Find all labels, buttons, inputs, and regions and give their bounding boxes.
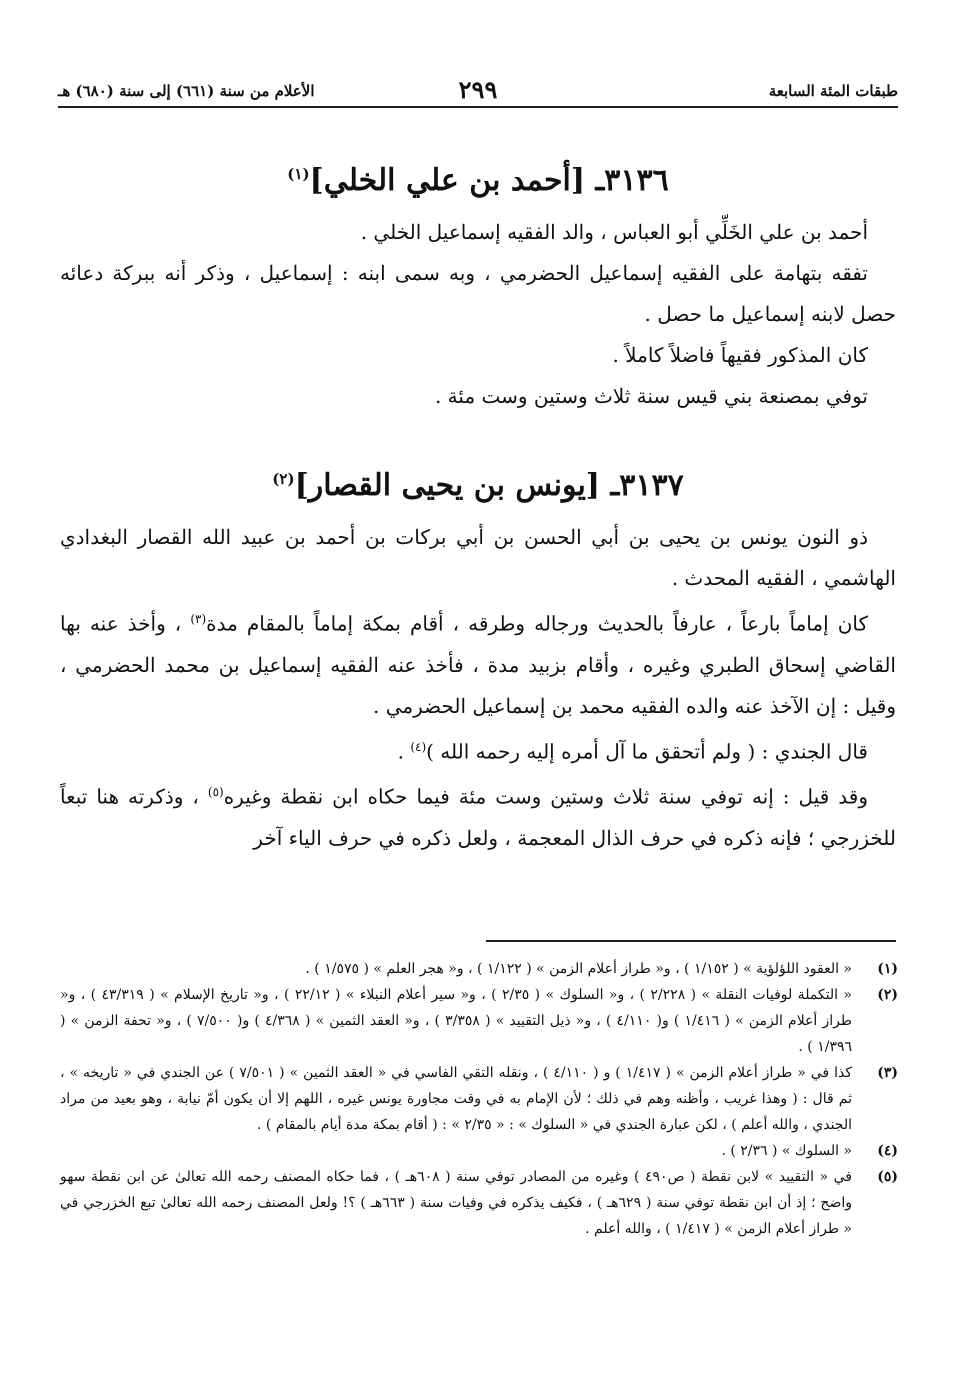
footnote-text: « العقود اللؤلؤية » ( ١/١٥٢ ) ، و« طراز أعلام الزمن » ( ١/١٢٢ ) ، و« هجر العلم » ( ١/٥٧٥ ) . [305, 961, 852, 977]
main-text [60, 160, 896, 859]
footnote-item [60, 956, 898, 982]
footnote-ref[interactable]: (٢) [272, 470, 295, 488]
footnote-ref[interactable]: (٣) [190, 612, 207, 626]
paragraph-text: توفي بمصنعة بني قيس سنة ثلاث وستين وست مئة . [434, 384, 868, 408]
entry-title [60, 160, 896, 202]
header-year-range: الأعلام من سنة (٦٦١) إلى سنة (٦٨٠) هـ [58, 82, 315, 100]
entry-3136 [60, 160, 896, 417]
paragraph [60, 727, 896, 773]
footnote-item [60, 1060, 898, 1138]
header-section-title: طبقات المئة السابعة [768, 82, 898, 100]
paragraph-text: تفقه بتهامة على الفقيه إسماعيل الحضرمي ، وبه سمى ابنه : إسماعيل ، وذكر أنه ببركة دعائه حصل لابنه إسماعيل ما حصل . [60, 261, 896, 326]
entry-3137 [60, 465, 896, 859]
footnote-text: « التكملة لوفيات النقلة » ( ٢/٢٢٨ ) ، و« السلوك » ( ٢/٣٥ ) ، و« سير أعلام النبلاء » ( ٢٢/١٢ ) ، و« تاريخ الإسلام » ( ٤٣/٣١٩ ) ، و« طراز أعلام الزمن » ( ١/٤١٦ ) و( ٤/١١٠ ) ، و« ذيل التقييد » ( ٣/٣٥٨ ) ، و« العقد الثمين » ( ٤/٣٦٨ ) و( ٧/٥٠٠ ) ، و« تحفة الزمن » ( ١/٣٩٦ ) . [60, 987, 852, 1055]
paragraph-text: ، وذكرته هنا تبعاً للخزرجي ؛ فإنه ذكره في حرف الذال المعجمة ، ولعل ذكره في حرف الياء آخر [60, 784, 896, 850]
paragraph [60, 335, 896, 376]
paragraph-text: أحمد بن علي الخَلِّي أبو العباس ، والد الفقيه إسماعيل الخلي . [360, 220, 868, 244]
footnote-number: (٢) [877, 987, 898, 1003]
footnotes [60, 956, 898, 1242]
entry-title-text: ٣١٣٦ـ [أحمد بن علي الخلي] [309, 163, 669, 198]
footnote-number: (٣) [877, 1065, 898, 1081]
paragraph [60, 376, 896, 417]
footnote-text: « السلوك » ( ٢/٣٦ ) . [721, 1143, 852, 1159]
paragraph-text: وقد قيل : إنه توفي سنة ثلاث وستين وست مئة فيما حكاه ابن نقطة وغيره [223, 784, 868, 809]
paragraph-text: ذو النون يونس بن يحيى بن أبي الحسن بن أبي بركات بن أحمد بن عبيد الله القصار البغدادي الهاشمي ، الفقيه المحدث . [60, 525, 896, 590]
footnote-item [60, 1138, 898, 1164]
paragraph [60, 599, 896, 727]
footnote-text: في « التقييد » لابن نقطة ( ص٤٩٠ ) وغيره من المصادر توفي سنة ( ٦٠٨هـ ) ، فما حكاه المصنف رحمه الله تعالىٰ عن ابن نقطة سهو واضح ؛ إذ أن ابن نقطة توفي سنة ( ٦٢٩هـ ) ، فكيف يذكره في وفيات سنة ( ٦٦٣هـ ) ؟! ولعل المصنف رحمه الله تعالىٰ تبع الخزرجي في « طراز أعلام الزمن » ( ١/٤١٧ ) ، والله أعلم . [60, 1169, 852, 1237]
footnote-ref[interactable]: (١) [287, 165, 310, 183]
entry-title-text: ٣١٣٧ـ [يونس بن يحيى القصار] [294, 468, 684, 503]
footnote-divider [486, 940, 896, 942]
paragraph-text: ، وأخذ عنه بها القاضي إسحاق الطبري وغيره ، وأقام بزبيد مدة ، فأخذ عنه الفقيه إسماعيل بن محمد الحضرمي ، وقيل : إن الآخذ عنه والده الفقيه محمد بن إسماعيل الحضرمي . [60, 611, 896, 718]
paragraph [60, 772, 896, 859]
footnote-item [60, 1164, 898, 1242]
paragraph-text: قال الجندي : ( ولم أتحقق ما آل أمره إليه رحمه الله ) [426, 739, 868, 764]
footnote-number: (١) [877, 961, 898, 977]
paragraph-text: كان إماماً بارعاً ، عارفاً بالحديث ورجاله وطرقه ، أقام بمكة إماماً بالمقام مدة [206, 611, 868, 636]
page-number: ٢٩٩ [458, 75, 498, 104]
paragraph-text: كان المذكور فقيهاً فاضلاً كاملاً . [612, 343, 868, 367]
footnote-number: (٤) [877, 1143, 898, 1159]
running-header [58, 72, 898, 108]
paragraph [60, 517, 896, 599]
paragraph [60, 212, 896, 253]
entry-title [60, 465, 896, 507]
paragraph-text: . [397, 739, 411, 764]
footnote-text: كذا في « طراز أعلام الزمن » ( ١/٤١٧ ) و ( ٤/١١٠ ) ، ونقله التقي الفاسي في « العقد الثمين » ( ٧/٥٠١ ) عن الجندي في « تاريخه » ، ثم قال : ( وهذا غريب ، وأظنه وهم في ذلك ؛ لأن الإمام به في وقت مجاورة يونس غيره ، اللهم إلا أن يكون أمّ نيابة ، وهو بعيد من مراد الجندي ، والله أعلم ) ، لكن عبارة الجندي في « السلوك » : « ٢/٣٥ » : ( أقام بمكة مدة أيام بالمقام ) . [60, 1065, 852, 1133]
footnote-item [60, 982, 898, 1060]
footnote-ref[interactable]: (٤) [410, 739, 427, 754]
footnote-number: (٥) [877, 1169, 898, 1185]
paragraph [60, 253, 896, 335]
footnote-ref[interactable]: (٥) [207, 785, 224, 800]
